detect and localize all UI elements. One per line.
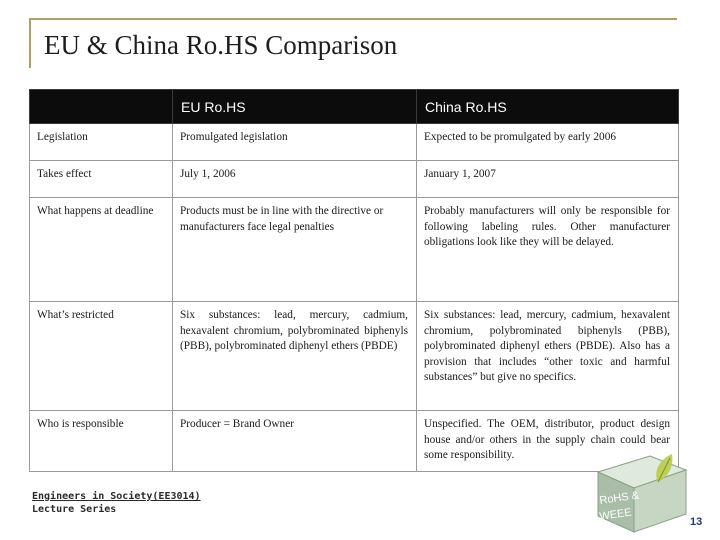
china-cell: Probably manufacturers will only be responsible for following labeling rules. Other manufacturer obligations look like they will be delayed. <box>417 198 679 302</box>
row-label: Who is responsible <box>30 411 173 472</box>
frame-left-rule <box>29 18 31 68</box>
table-row <box>30 124 679 161</box>
row-label: Takes effect <box>30 161 173 198</box>
eu-cell: July 1, 2006 <box>173 161 417 198</box>
eu-cell: Six substances: lead, mercury, cadmium, hexavalent chromium, polybrominated biphenyls (PBB), polybrominated diphenyl ethers (PBDE) <box>173 302 417 411</box>
rohs-weee-cube-icon <box>588 442 688 534</box>
header-cell-china: China Ro.HS <box>417 90 679 124</box>
table-row <box>30 411 679 472</box>
china-cell: Unspecified. The OEM, distributor, product design house and/or others in the supply chain could bear some responsibility. <box>417 411 679 472</box>
eu-cell: Promulgated legislation <box>173 124 417 161</box>
china-cell: Expected to be promulgated by early 2006 <box>417 124 679 161</box>
row-label: What happens at deadline <box>30 198 173 302</box>
table-row <box>30 302 679 411</box>
row-label: Legislation <box>30 124 173 161</box>
cube-label-line1: RoHS & <box>598 489 640 507</box>
page-number: 13 <box>690 516 703 528</box>
course-title: Engineers in Society(EE3014) <box>32 491 201 502</box>
header-cell-blank <box>30 90 173 124</box>
china-cell: Six substances: lead, mercury, cadmium, hexavalent chromium, polybrominated biphenyls (PBB), polybrominated diphenyl ethers (PBDE). Also has a provision that includes “other toxic and harmful substances” but give no specifics. <box>417 302 679 411</box>
cube-label-line2: WEEE <box>598 506 633 523</box>
table-row <box>30 161 679 198</box>
eu-cell: Producer = Brand Owner <box>173 411 417 472</box>
slide-title: EU & China Ro.HS Comparison <box>44 30 398 60</box>
china-cell: January 1, 2007 <box>417 161 679 198</box>
eu-cell: Products must be in line with the directive or manufacturers face legal penalties <box>173 198 417 302</box>
course-subtitle: Lecture Series <box>32 504 117 515</box>
table-row <box>30 198 679 302</box>
comparison-table <box>29 89 679 472</box>
header-cell-eu: EU Ro.HS <box>173 90 417 124</box>
row-label: What’s restricted <box>30 302 173 411</box>
course-footer <box>32 490 201 516</box>
frame-top-rule <box>29 18 677 20</box>
table-header-row <box>30 90 679 124</box>
